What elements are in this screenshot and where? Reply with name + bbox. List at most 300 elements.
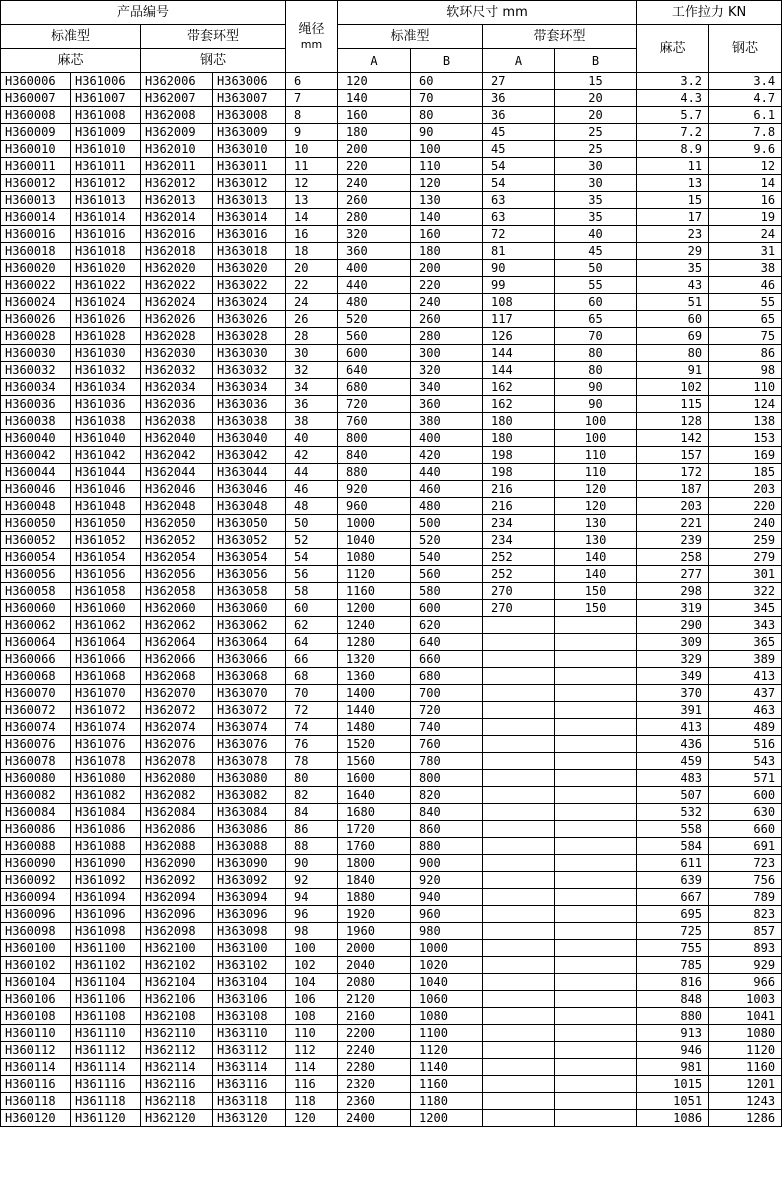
cell-ring-a (483, 923, 555, 940)
cell-code-std-hemp: H360086 (1, 821, 71, 838)
cell-std-b: 960 (411, 906, 483, 923)
cell-code-ring-steel: H363052 (213, 532, 286, 549)
cell-tension-steel: 138 (709, 413, 782, 430)
cell-std-b: 70 (411, 90, 483, 107)
cell-std-a: 680 (338, 379, 411, 396)
cell-code-std-hemp: H360074 (1, 719, 71, 736)
cell-ring-b (555, 838, 637, 855)
cell-rope-diameter: 68 (286, 668, 338, 685)
cell-std-b: 1020 (411, 957, 483, 974)
cell-rope-diameter: 36 (286, 396, 338, 413)
table-row (1, 73, 782, 90)
cell-tension-steel: 437 (709, 685, 782, 702)
cell-ring-a: 108 (483, 294, 555, 311)
cell-code-ring-hemp: H362028 (141, 328, 213, 345)
cell-code-std-steel: H361040 (71, 430, 141, 447)
cell-code-ring-steel: H363060 (213, 600, 286, 617)
cell-code-std-hemp: H360078 (1, 753, 71, 770)
cell-tension-hemp: 11 (637, 158, 709, 175)
cell-code-std-steel: H361052 (71, 532, 141, 549)
table-row (1, 957, 782, 974)
cell-code-ring-steel: H363010 (213, 141, 286, 158)
cell-code-ring-hemp: H362098 (141, 923, 213, 940)
cell-tension-steel: 124 (709, 396, 782, 413)
cell-std-b: 80 (411, 107, 483, 124)
cell-tension-hemp: 80 (637, 345, 709, 362)
cell-code-std-hemp: H360032 (1, 362, 71, 379)
table-row (1, 362, 782, 379)
cell-code-ring-hemp: H362060 (141, 600, 213, 617)
table-row (1, 447, 782, 464)
cell-code-ring-hemp: H362007 (141, 90, 213, 107)
cell-code-ring-hemp: H362022 (141, 277, 213, 294)
cell-ring-b: 25 (555, 141, 637, 158)
cell-rope-diameter: 52 (286, 532, 338, 549)
cell-tension-hemp: 695 (637, 906, 709, 923)
cell-code-std-steel: H361008 (71, 107, 141, 124)
header-work-tension: 工作拉力 KN (637, 1, 782, 25)
cell-code-std-hemp: H360116 (1, 1076, 71, 1093)
cell-tension-hemp: 51 (637, 294, 709, 311)
table-row (1, 1008, 782, 1025)
cell-tension-hemp: 13 (637, 175, 709, 192)
cell-code-std-steel: H361082 (71, 787, 141, 804)
cell-rope-diameter: 86 (286, 821, 338, 838)
cell-rope-diameter: 24 (286, 294, 338, 311)
cell-tension-hemp: 35 (637, 260, 709, 277)
cell-code-ring-hemp: H362110 (141, 1025, 213, 1042)
cell-code-ring-steel: H363114 (213, 1059, 286, 1076)
cell-rope-diameter: 116 (286, 1076, 338, 1093)
cell-code-std-steel: H361096 (71, 906, 141, 923)
cell-ring-b (555, 719, 637, 736)
cell-code-ring-hemp: H362014 (141, 209, 213, 226)
cell-std-b: 920 (411, 872, 483, 889)
cell-std-b: 320 (411, 362, 483, 379)
table-row (1, 600, 782, 617)
cell-code-std-steel: H361092 (71, 872, 141, 889)
cell-ring-b: 120 (555, 481, 637, 498)
cell-rope-diameter: 120 (286, 1110, 338, 1127)
cell-std-a: 1800 (338, 855, 411, 872)
cell-tension-steel: 966 (709, 974, 782, 991)
cell-tension-hemp: 115 (637, 396, 709, 413)
cell-code-ring-hemp: H362011 (141, 158, 213, 175)
cell-code-std-hemp: H360036 (1, 396, 71, 413)
cell-code-std-steel: H361108 (71, 1008, 141, 1025)
cell-ring-b (555, 668, 637, 685)
cell-code-ring-steel: H363094 (213, 889, 286, 906)
cell-code-ring-steel: H363038 (213, 413, 286, 430)
rope-dia-label: 绳径 (298, 21, 325, 37)
cell-code-std-steel: H361058 (71, 583, 141, 600)
cell-tension-steel: 691 (709, 838, 782, 855)
cell-std-a: 2160 (338, 1008, 411, 1025)
cell-code-std-steel: H361032 (71, 362, 141, 379)
table-row (1, 328, 782, 345)
cell-std-b: 100 (411, 141, 483, 158)
cell-rope-diameter: 34 (286, 379, 338, 396)
cell-code-std-steel: H361066 (71, 651, 141, 668)
cell-ring-b: 45 (555, 243, 637, 260)
table-row (1, 651, 782, 668)
cell-tension-steel: 543 (709, 753, 782, 770)
cell-code-ring-hemp: H362120 (141, 1110, 213, 1127)
table-row (1, 192, 782, 209)
cell-std-a: 140 (338, 90, 411, 107)
cell-std-b: 280 (411, 328, 483, 345)
cell-std-a: 2400 (338, 1110, 411, 1127)
cell-code-std-steel: H361090 (71, 855, 141, 872)
cell-std-b: 240 (411, 294, 483, 311)
table-row (1, 311, 782, 328)
cell-ring-b (555, 702, 637, 719)
cell-ring-a: 117 (483, 311, 555, 328)
cell-tension-hemp: 391 (637, 702, 709, 719)
cell-ring-a: 252 (483, 566, 555, 583)
cell-code-ring-hemp: H362072 (141, 702, 213, 719)
cell-code-ring-steel: H363078 (213, 753, 286, 770)
cell-code-std-steel: H361036 (71, 396, 141, 413)
cell-rope-diameter: 40 (286, 430, 338, 447)
cell-ring-a (483, 702, 555, 719)
cell-rope-diameter: 44 (286, 464, 338, 481)
cell-std-b: 110 (411, 158, 483, 175)
table-row (1, 804, 782, 821)
header-tension-steel-core: 钢芯 (709, 25, 782, 73)
cell-code-ring-steel: H363028 (213, 328, 286, 345)
cell-std-b: 120 (411, 175, 483, 192)
cell-tension-hemp: 277 (637, 566, 709, 583)
cell-code-ring-steel: H363009 (213, 124, 286, 141)
cell-std-b: 680 (411, 668, 483, 685)
cell-code-std-steel: H361094 (71, 889, 141, 906)
cell-tension-hemp: 981 (637, 1059, 709, 1076)
cell-ring-a (483, 838, 555, 855)
cell-tension-hemp: 913 (637, 1025, 709, 1042)
cell-code-ring-hemp: H362020 (141, 260, 213, 277)
cell-code-std-steel: H361104 (71, 974, 141, 991)
cell-std-a: 280 (338, 209, 411, 226)
cell-code-ring-steel: H363044 (213, 464, 286, 481)
cell-ring-b: 110 (555, 464, 637, 481)
cell-rope-diameter: 108 (286, 1008, 338, 1025)
cell-code-std-hemp: H360068 (1, 668, 71, 685)
table-row (1, 1110, 782, 1127)
cell-rope-diameter: 16 (286, 226, 338, 243)
cell-rope-diameter: 60 (286, 600, 338, 617)
cell-code-ring-steel: H363007 (213, 90, 286, 107)
cell-tension-hemp: 816 (637, 974, 709, 991)
table-row (1, 583, 782, 600)
table-row (1, 872, 782, 889)
cell-tension-steel: 1120 (709, 1042, 782, 1059)
cell-tension-steel: 14 (709, 175, 782, 192)
cell-rope-diameter: 88 (286, 838, 338, 855)
cell-code-ring-steel: H363108 (213, 1008, 286, 1025)
cell-code-ring-steel: H363013 (213, 192, 286, 209)
cell-code-ring-steel: H363080 (213, 770, 286, 787)
cell-ring-b: 70 (555, 328, 637, 345)
cell-std-a: 2120 (338, 991, 411, 1008)
cell-ring-b: 130 (555, 532, 637, 549)
cell-std-a: 880 (338, 464, 411, 481)
cell-std-b: 760 (411, 736, 483, 753)
table-row (1, 753, 782, 770)
cell-code-ring-hemp: H362058 (141, 583, 213, 600)
table-row (1, 855, 782, 872)
cell-rope-diameter: 30 (286, 345, 338, 362)
cell-ring-b: 65 (555, 311, 637, 328)
cell-rope-diameter: 48 (286, 498, 338, 515)
cell-code-std-hemp: H360066 (1, 651, 71, 668)
cell-code-ring-hemp: H362094 (141, 889, 213, 906)
cell-rope-diameter: 42 (286, 447, 338, 464)
cell-ring-b: 90 (555, 379, 637, 396)
cell-tension-steel: 345 (709, 600, 782, 617)
cell-ring-a (483, 736, 555, 753)
cell-code-ring-steel: H363016 (213, 226, 286, 243)
cell-std-a: 1920 (338, 906, 411, 923)
cell-code-std-steel: H361118 (71, 1093, 141, 1110)
cell-code-std-hemp: H360076 (1, 736, 71, 753)
cell-rope-diameter: 56 (286, 566, 338, 583)
cell-code-std-hemp: H360012 (1, 175, 71, 192)
cell-ring-a: 198 (483, 447, 555, 464)
cell-code-ring-hemp: H362006 (141, 73, 213, 90)
cell-tension-steel: 571 (709, 770, 782, 787)
cell-ring-b: 110 (555, 447, 637, 464)
table-row (1, 498, 782, 515)
cell-code-std-steel: H361046 (71, 481, 141, 498)
cell-std-a: 400 (338, 260, 411, 277)
header-std-b: B (411, 49, 483, 73)
cell-code-std-steel: H361006 (71, 73, 141, 90)
cell-code-std-steel: H361116 (71, 1076, 141, 1093)
cell-std-b: 540 (411, 549, 483, 566)
cell-rope-diameter: 66 (286, 651, 338, 668)
cell-tension-hemp: 725 (637, 923, 709, 940)
cell-code-ring-hemp: H362100 (141, 940, 213, 957)
cell-rope-diameter: 62 (286, 617, 338, 634)
cell-code-std-hemp: H360060 (1, 600, 71, 617)
table-row (1, 294, 782, 311)
cell-ring-a: 126 (483, 328, 555, 345)
cell-tension-hemp: 349 (637, 668, 709, 685)
cell-std-a: 1320 (338, 651, 411, 668)
cell-rope-diameter: 50 (286, 515, 338, 532)
cell-code-ring-steel: H363012 (213, 175, 286, 192)
cell-code-std-steel: H361064 (71, 634, 141, 651)
cell-ring-b (555, 753, 637, 770)
cell-ring-a (483, 668, 555, 685)
cell-std-a: 160 (338, 107, 411, 124)
cell-std-a: 1640 (338, 787, 411, 804)
cell-std-a: 1880 (338, 889, 411, 906)
cell-ring-a: 81 (483, 243, 555, 260)
cell-ring-a (483, 974, 555, 991)
cell-ring-b: 25 (555, 124, 637, 141)
cell-code-std-hemp: H360108 (1, 1008, 71, 1025)
cell-code-std-steel: H361088 (71, 838, 141, 855)
cell-std-b: 440 (411, 464, 483, 481)
cell-ring-a: 180 (483, 430, 555, 447)
cell-std-a: 1760 (338, 838, 411, 855)
cell-code-std-steel: H361014 (71, 209, 141, 226)
cell-std-b: 840 (411, 804, 483, 821)
cell-tension-steel: 203 (709, 481, 782, 498)
cell-code-std-steel: H361074 (71, 719, 141, 736)
table-row (1, 991, 782, 1008)
cell-code-ring-steel: H363011 (213, 158, 286, 175)
header-tension-hemp-core: 麻芯 (637, 25, 709, 73)
cell-code-std-hemp: H360046 (1, 481, 71, 498)
cell-ring-b: 150 (555, 583, 637, 600)
cell-ring-a (483, 651, 555, 668)
cell-tension-hemp: 946 (637, 1042, 709, 1059)
cell-code-ring-steel: H363006 (213, 73, 286, 90)
cell-code-ring-steel: H363040 (213, 430, 286, 447)
cell-tension-steel: 9.6 (709, 141, 782, 158)
cell-code-std-steel: H361010 (71, 141, 141, 158)
cell-std-a: 360 (338, 243, 411, 260)
cell-code-ring-hemp: H362042 (141, 447, 213, 464)
cell-tension-hemp: 880 (637, 1008, 709, 1025)
cell-std-a: 1960 (338, 923, 411, 940)
cell-tension-steel: 857 (709, 923, 782, 940)
cell-code-ring-hemp: H362090 (141, 855, 213, 872)
header-with-ring-type: 带套环型 (141, 25, 286, 49)
cell-std-b: 600 (411, 600, 483, 617)
cell-ring-a: 144 (483, 362, 555, 379)
table-row (1, 141, 782, 158)
cell-code-ring-hemp: H362032 (141, 362, 213, 379)
cell-ring-b: 100 (555, 413, 637, 430)
table-row (1, 107, 782, 124)
cell-code-std-hemp: H360070 (1, 685, 71, 702)
cell-std-a: 800 (338, 430, 411, 447)
table-row (1, 90, 782, 107)
cell-std-b: 1120 (411, 1042, 483, 1059)
cell-ring-b: 20 (555, 90, 637, 107)
cell-code-std-hemp: H360048 (1, 498, 71, 515)
cell-std-a: 1600 (338, 770, 411, 787)
cell-ring-a (483, 906, 555, 923)
cell-std-b: 620 (411, 617, 483, 634)
cell-ring-b (555, 940, 637, 957)
table-row (1, 719, 782, 736)
cell-code-std-hemp: H360040 (1, 430, 71, 447)
cell-ring-a (483, 804, 555, 821)
cell-ring-a (483, 1076, 555, 1093)
cell-std-a: 1160 (338, 583, 411, 600)
cell-std-a: 120 (338, 73, 411, 90)
cell-code-std-steel: H361012 (71, 175, 141, 192)
cell-std-b: 1140 (411, 1059, 483, 1076)
cell-code-std-hemp: H360028 (1, 328, 71, 345)
cell-tension-hemp: 142 (637, 430, 709, 447)
cell-tension-steel: 322 (709, 583, 782, 600)
cell-ring-b (555, 991, 637, 1008)
cell-tension-steel: 4.7 (709, 90, 782, 107)
cell-code-std-steel: H361007 (71, 90, 141, 107)
cell-std-a: 2000 (338, 940, 411, 957)
cell-std-b: 860 (411, 821, 483, 838)
cell-code-ring-hemp: H362008 (141, 107, 213, 124)
cell-code-ring-steel: H363026 (213, 311, 286, 328)
cell-code-std-hemp: H360082 (1, 787, 71, 804)
cell-rope-diameter: 22 (286, 277, 338, 294)
cell-std-a: 180 (338, 124, 411, 141)
cell-std-a: 1520 (338, 736, 411, 753)
cell-std-a: 220 (338, 158, 411, 175)
cell-code-ring-hemp: H362044 (141, 464, 213, 481)
cell-code-std-hemp: H360044 (1, 464, 71, 481)
cell-code-ring-hemp: H362066 (141, 651, 213, 668)
cell-tension-hemp: 436 (637, 736, 709, 753)
cell-ring-a (483, 889, 555, 906)
cell-code-ring-hemp: H362068 (141, 668, 213, 685)
cell-code-ring-steel: H363018 (213, 243, 286, 260)
cell-std-a: 600 (338, 345, 411, 362)
cell-rope-diameter: 104 (286, 974, 338, 991)
cell-code-std-steel: H361076 (71, 736, 141, 753)
cell-tension-hemp: 157 (637, 447, 709, 464)
cell-tension-hemp: 29 (637, 243, 709, 260)
table-body (1, 73, 782, 1127)
cell-code-std-steel: H361048 (71, 498, 141, 515)
cell-tension-hemp: 7.2 (637, 124, 709, 141)
cell-std-a: 2080 (338, 974, 411, 991)
cell-std-b: 780 (411, 753, 483, 770)
cell-code-std-hemp: H360013 (1, 192, 71, 209)
cell-std-a: 1560 (338, 753, 411, 770)
cell-ring-b (555, 889, 637, 906)
cell-code-ring-hemp: H362062 (141, 617, 213, 634)
cell-std-a: 2320 (338, 1076, 411, 1093)
cell-tension-hemp: 4.3 (637, 90, 709, 107)
table-row (1, 345, 782, 362)
cell-rope-diameter: 110 (286, 1025, 338, 1042)
cell-ring-a: 216 (483, 481, 555, 498)
cell-std-b: 1160 (411, 1076, 483, 1093)
cell-ring-a: 180 (483, 413, 555, 430)
cell-ring-a: 54 (483, 175, 555, 192)
cell-ring-b: 140 (555, 566, 637, 583)
cell-code-ring-steel: H363022 (213, 277, 286, 294)
cell-ring-a: 45 (483, 141, 555, 158)
cell-tension-hemp: 611 (637, 855, 709, 872)
cell-code-std-steel: H361054 (71, 549, 141, 566)
cell-code-std-steel: H361022 (71, 277, 141, 294)
cell-tension-steel: 489 (709, 719, 782, 736)
cell-std-b: 720 (411, 702, 483, 719)
cell-tension-hemp: 258 (637, 549, 709, 566)
cell-ring-a: 252 (483, 549, 555, 566)
table-row (1, 430, 782, 447)
cell-code-std-hemp: H360114 (1, 1059, 71, 1076)
cell-code-ring-hemp: H362118 (141, 1093, 213, 1110)
rope-dia-unit: mm (300, 37, 323, 51)
cell-tension-hemp: 558 (637, 821, 709, 838)
cell-tension-steel: 169 (709, 447, 782, 464)
cell-rope-diameter: 14 (286, 209, 338, 226)
cell-ring-b (555, 855, 637, 872)
table-row (1, 702, 782, 719)
cell-ring-b: 55 (555, 277, 637, 294)
cell-std-a: 320 (338, 226, 411, 243)
cell-code-ring-hemp: H362108 (141, 1008, 213, 1025)
